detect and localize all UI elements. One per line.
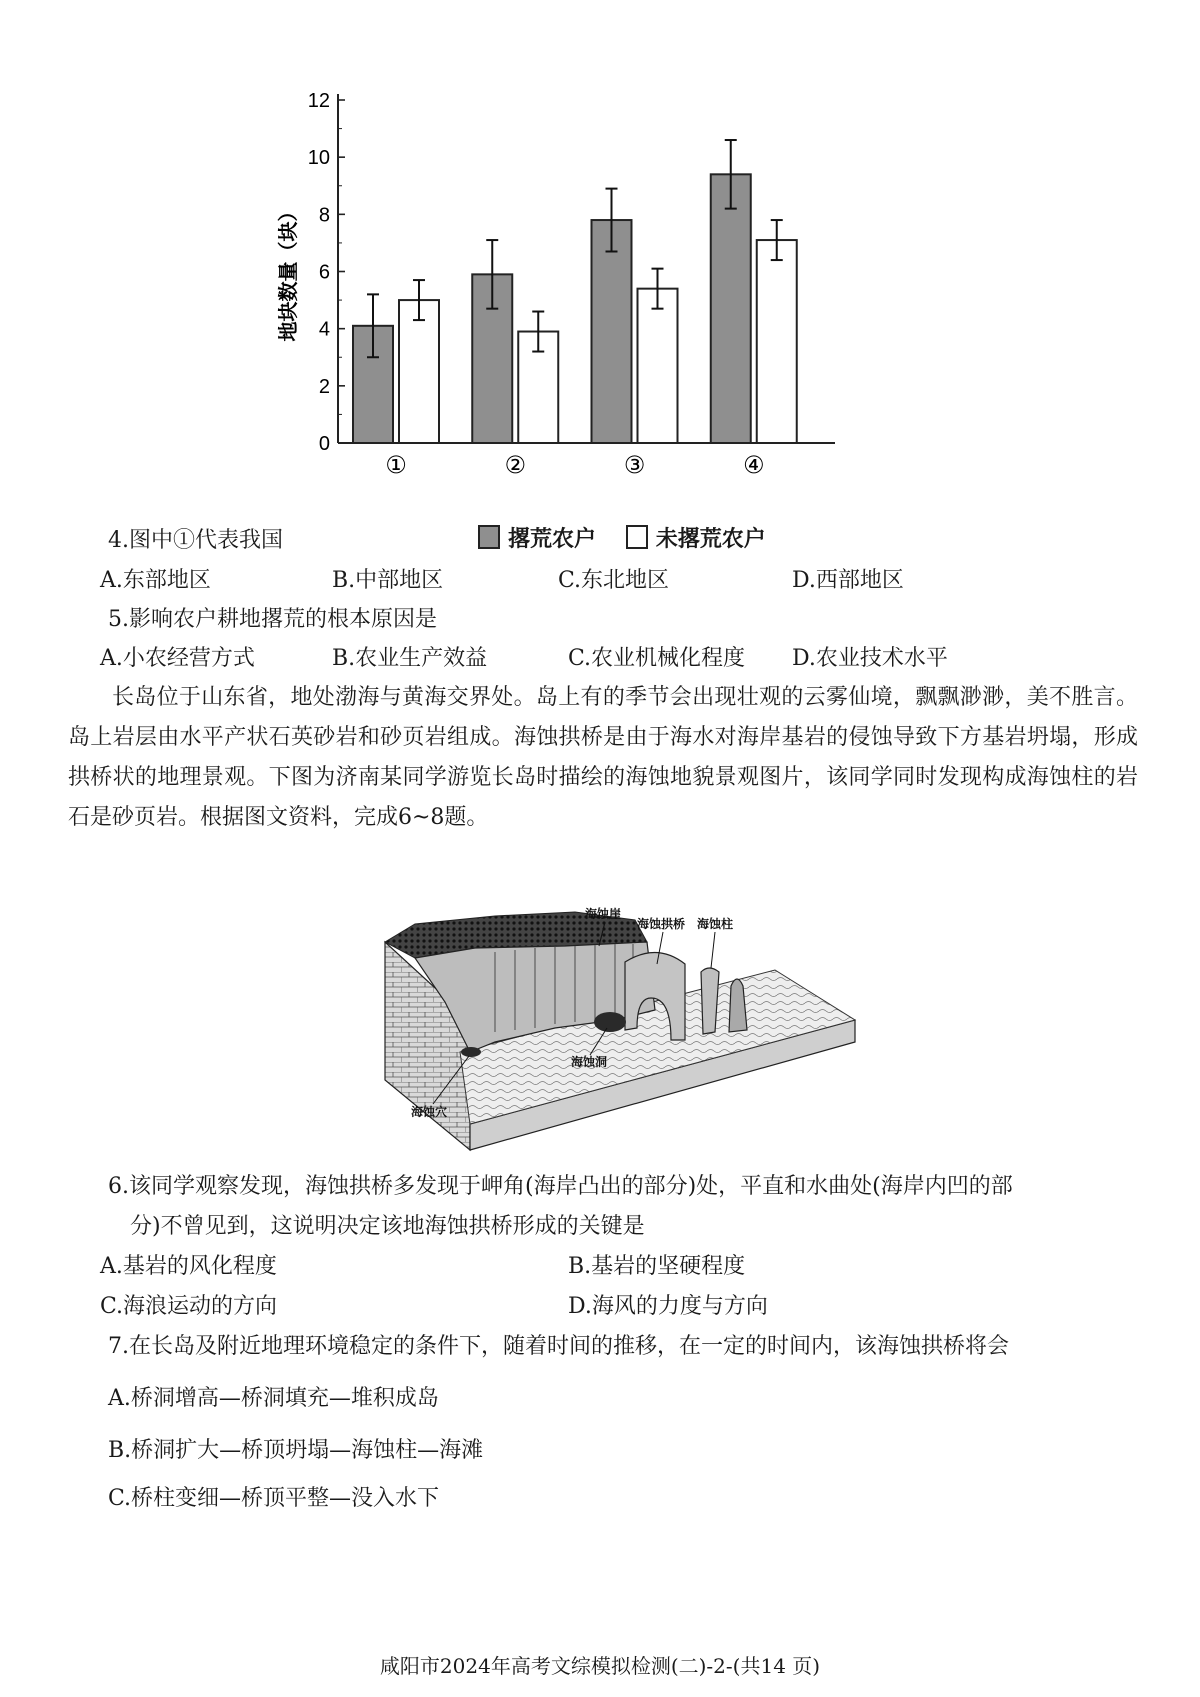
label-sea-arch: 海蚀拱桥 — [637, 917, 686, 931]
bar-abandoned-4 — [711, 174, 751, 443]
x-tick-label-1: ① — [385, 451, 407, 479]
q6-option-d: D.海风的力度与方向 — [568, 1294, 768, 1319]
q4-stem: 4.图中①代表我国 — [108, 528, 283, 553]
q4-option-a: A.东部地区 — [100, 568, 211, 593]
passage-block — [68, 678, 1138, 838]
y-tick-label-3: 6 — [318, 261, 330, 284]
bar-not-abandoned-1 — [399, 300, 439, 443]
q5-stem: 5.影响农户耕地撂荒的根本原因是 — [108, 607, 437, 632]
bar-chart-svg — [276, 80, 930, 560]
q6-option-a: A.基岩的风化程度 — [100, 1254, 277, 1279]
q7-option-b: B.桥洞扩大—桥顶坍塌—海蚀柱—海滩 — [108, 1438, 484, 1463]
sea-erosion-illustration — [385, 902, 855, 1154]
y-tick-label-1: 2 — [318, 375, 330, 398]
q4-option-b: B.中部地区 — [332, 568, 444, 593]
label-sea-notch: 海蚀穴 — [411, 1105, 448, 1119]
x-tick-label-2: ② — [504, 451, 527, 479]
y-tick-label-2: 4 — [318, 318, 330, 341]
x-tick-label-3: ③ — [623, 451, 646, 479]
q5-option-a: A.小农经营方式 — [100, 646, 255, 671]
q7-option-a: A.桥洞增高—桥洞填充—堆积成岛 — [108, 1386, 439, 1411]
y-tick-label-6: 12 — [307, 90, 330, 112]
y-axis-label: 地块数量（块） — [276, 201, 300, 342]
legend-swatch-not-abandoned — [626, 525, 648, 549]
sea-erosion-figure — [385, 902, 855, 1154]
label-sea-cliff: 海蚀崖 — [585, 907, 622, 921]
legend-item-abandoned — [478, 522, 596, 553]
passage-text: 长岛位于山东省，地处渤海与黄海交界处。岛上有的季节会出现壮观的云雾仙境，飘飘渺渺，美不胜言。岛上岩层由水平产状石英砂岩和砂页岩组成。海蚀拱桥是由于海水对海岸基岩的侵蚀导致下方基岩坍塌，形成拱桥状的地理景观。下图为济南某同学游览长岛时描绘的海蚀地貌景观图片，该同学同时发现构成海蚀柱的岩石是砂页岩。根据图文资料，完成6~8题。 — [68, 685, 1138, 830]
x-tick-label-4: ④ — [742, 451, 765, 479]
legend-label-abandoned: 撂荒农户 — [508, 527, 597, 552]
q6-stem-line2: 分)不曾见到，这说明决定该地海蚀拱桥形成的关键是 — [130, 1214, 645, 1239]
legend-label-not-abandoned: 未撂荒农户 — [655, 527, 766, 552]
q5-option-d: D.农业技术水平 — [792, 646, 948, 671]
q5-option-b: B.农业生产效益 — [332, 646, 488, 671]
q4-option-d: D.西部地区 — [792, 568, 904, 593]
q5-option-c: C.农业机械化程度 — [568, 646, 746, 671]
label-sea-stack: 海蚀柱 — [697, 917, 734, 931]
bar-abandoned-3 — [592, 220, 632, 443]
q6-option-b: B.基岩的坚硬程度 — [568, 1254, 746, 1279]
y-tick-label-0: 0 — [318, 433, 330, 455]
y-tick-label-5: 10 — [307, 147, 330, 170]
bar-not-abandoned-4 — [757, 240, 797, 443]
q4-option-c: C.东北地区 — [558, 568, 670, 593]
q6-stem-line1: 6.该同学观察发现，海蚀拱桥多发现于岬角(海岸凸出的部分)处，平直和水曲处(海岸内凹的部 — [108, 1174, 1013, 1199]
legend-item-not-abandoned — [626, 522, 766, 553]
legend-swatch-abandoned — [478, 525, 500, 549]
bar-not-abandoned-3 — [638, 289, 678, 443]
bar-chart — [276, 80, 930, 560]
y-tick-label-4: 8 — [318, 204, 330, 227]
q7-stem: 7.在长岛及附近地理环境稳定的条件下，随着时间的推移，在一定的时间内，该海蚀拱桥将会 — [108, 1334, 1009, 1359]
q7-option-c: C.桥柱变细—桥顶平整—没入水下 — [108, 1486, 440, 1511]
q6-option-c: C.海浪运动的方向 — [100, 1294, 278, 1319]
label-sea-cave: 海蚀洞 — [571, 1055, 608, 1069]
page-footer: 咸阳市2024年高考文综模拟检测(二)-2-(共14 页) — [379, 1654, 821, 1678]
chart-legend — [478, 522, 788, 553]
